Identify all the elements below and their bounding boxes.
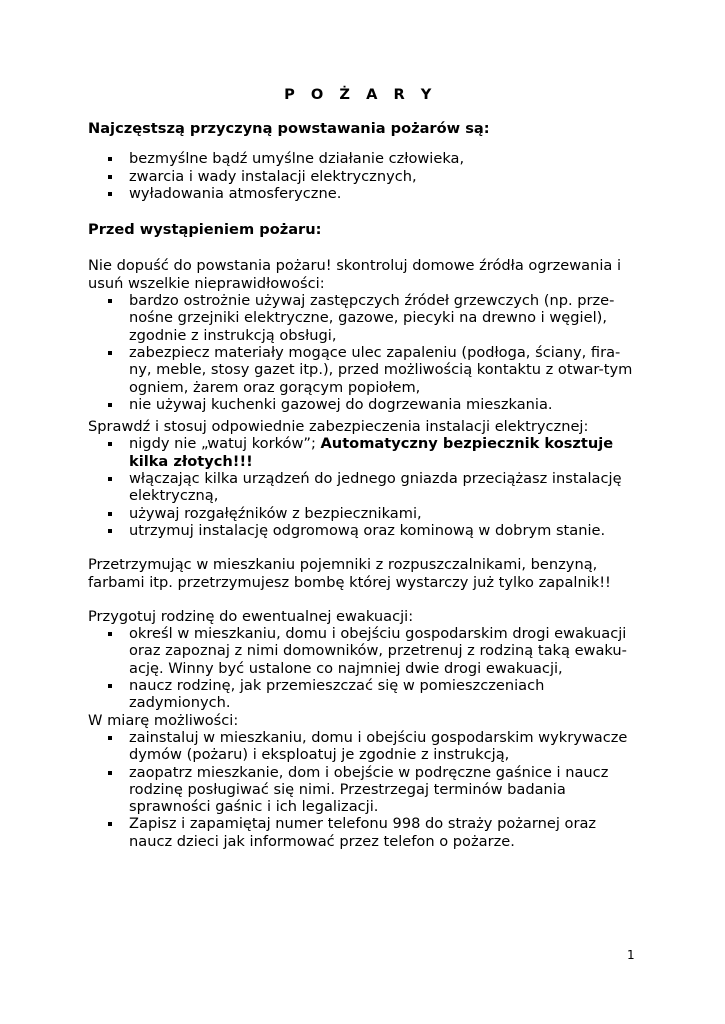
list-item: utrzymuj instalację odgromową oraz kominową w dobrym stanie. bbox=[88, 522, 633, 539]
list-item: naucz rodzinę, jak przemieszczać się w pomieszczeniach zadymionych. bbox=[88, 677, 633, 712]
list-item: używaj rozgałęźników z bezpiecznikami, bbox=[88, 505, 633, 522]
electrical-intro: Sprawdź i stosuj odpowiednie zabezpieczenia instalacji elektrycznej: bbox=[88, 418, 589, 436]
document-page bbox=[88, 86, 633, 850]
list-item: zainstaluj w mieszkaniu, domu i obejściu gospodarskim wykrywacze dymów (pożaru) i eksploatuj je zgodnie z instrukcją, bbox=[88, 729, 633, 764]
list-item: bardzo ostrożnie używaj zastępczych źródeł grzewczych (np. prze-nośne grzejniki elektryczne, gazowe, piecyki na drewno i węgiel), zgodnie z instrukcją obsługi, bbox=[88, 292, 633, 344]
before-fire-intro: Nie dopuść do powstania pożaru! skontroluj domowe źródła ogrzewania i usuń wszelkie nieprawidłowości: bbox=[88, 257, 622, 292]
before-fire-heading: Przed wystąpieniem pożaru: bbox=[88, 221, 322, 239]
evacuation-intro: Przygotuj rodzinę do ewentualnej ewakuacji: bbox=[88, 607, 414, 625]
list-item: wyładowania atmosferyczne. bbox=[88, 185, 633, 202]
evacuation-list bbox=[88, 625, 633, 711]
page-title: P O Ż A R Y bbox=[284, 86, 437, 103]
list-item: nie używaj kuchenki gazowej do dogrzewania mieszkania. bbox=[88, 396, 633, 413]
page-number: 1 bbox=[627, 948, 635, 962]
electrical-list bbox=[88, 435, 633, 539]
list-item: zabezpiecz materiały mogące ulec zapaleniu (podłoga, ściany, fira-ny, meble, stosy gazet itp.), przed możliwością kontaktu z otwar-tym ogniem, żarem oraz gorącym popiołem, bbox=[88, 344, 633, 396]
solvents-paragraph: Przetrzymując w mieszkaniu pojemniki z rozpuszczalnikami, benzyną, farbami itp. przetrzymujesz bombę której wystarczy już tylko zapalnik!! bbox=[88, 556, 611, 591]
fuse-warning-text: nigdy nie „watuj korków”; bbox=[129, 435, 321, 453]
list-item: włączając kilka urządzeń do jednego gniazda przeciążasz instalację elektryczną, bbox=[88, 470, 633, 505]
list-item: zwarcia i wady instalacji elektrycznych, bbox=[88, 168, 633, 185]
list-item: bezmyślne bądź umyślne działanie człowieka, bbox=[88, 150, 633, 167]
list-item: zaopatrz mieszkanie, dom i obejście w podręczne gaśnice i naucz rodzinę posługiwać się nimi. Przestrzegaj terminów badania sprawności gaśnic i ich legalizacji. bbox=[88, 764, 633, 816]
possible-intro: W miarę możliwości: bbox=[88, 711, 239, 729]
list-item: Zapisz i zapamiętaj numer telefonu 998 do straży pożarnej oraz naucz dzieci jak informować przez telefon o pożarze. bbox=[88, 815, 633, 850]
causes-list bbox=[88, 150, 633, 202]
heating-list bbox=[88, 292, 633, 413]
list-item bbox=[88, 435, 633, 470]
list-item: określ w mieszkaniu, domu i obejściu gospodarskim drogi ewakuacji oraz zapoznaj z nimi domowników, przetrenuj z rodziną taką ewaku-ację. Winny być ustalone co najmniej dwie drogi ewakuacji, bbox=[88, 625, 633, 677]
possible-list bbox=[88, 729, 633, 850]
fuse-warning-bold: Automatyczny bezpiecznik kosztuje kilka złotych!!! bbox=[129, 435, 614, 470]
causes-heading: Najczęstszą przyczyną powstawania pożarów są: bbox=[88, 120, 490, 137]
